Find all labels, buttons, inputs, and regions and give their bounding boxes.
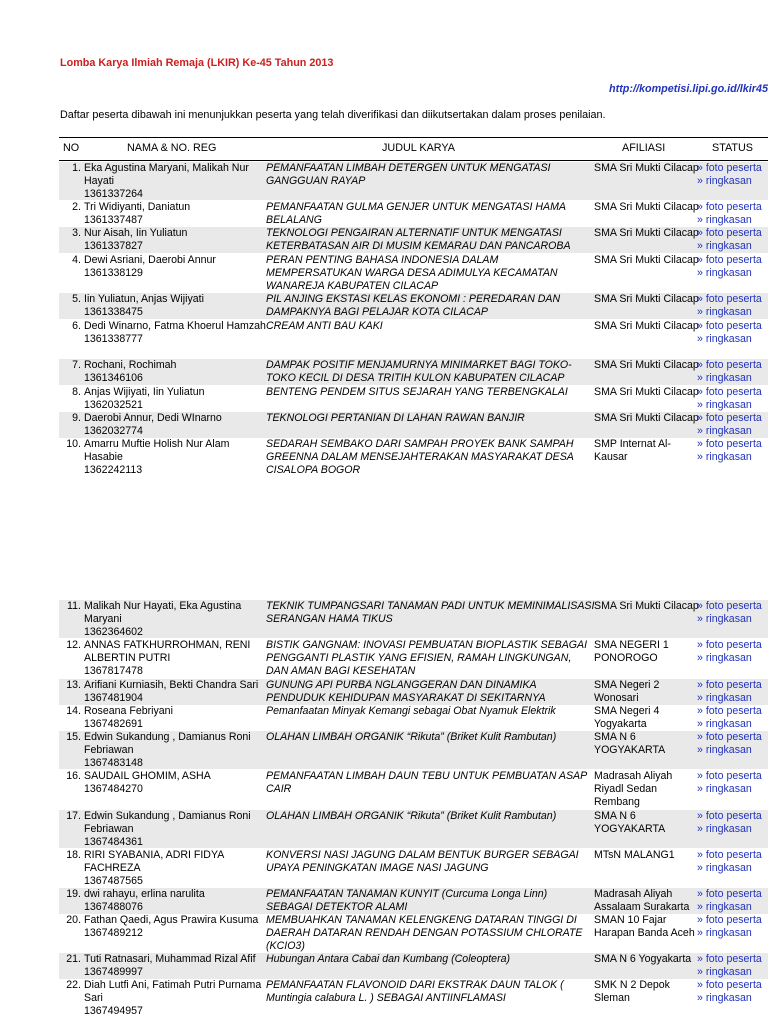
- header-judul: JUDUL KARYA: [382, 142, 455, 154]
- participant-name-cell: [84, 953, 267, 979]
- photo-link[interactable]: » foto peserta: [697, 412, 762, 424]
- participant-names: Daerobi Annur, Dedi WInarno: [84, 412, 222, 424]
- header-nama: NAMA & NO. REG: [127, 142, 217, 154]
- row-number: 16.: [66, 770, 81, 782]
- affiliation: SMA Sri Mukti Cilacap: [594, 254, 699, 266]
- affiliation: Madrasah Aliyah Riyadl Sedan Rembang: [594, 770, 673, 809]
- work-title: PEMANFAATAN LIMBAH DAUN TEBU UNTUK PEMBUATAN ASAP CAIR: [266, 770, 587, 796]
- affiliation: SMA Sri Mukti Cilacap: [594, 227, 699, 239]
- photo-link[interactable]: » foto peserta: [697, 979, 762, 991]
- table-row: [59, 849, 768, 887]
- participant-name-cell: [84, 162, 267, 201]
- table-row: [59, 888, 768, 914]
- work-title: Hubungan Antara Cabai dan Kumbang (Coleoptera): [266, 953, 511, 965]
- summary-link[interactable]: » ringkasan: [697, 240, 752, 253]
- table-row: [59, 600, 768, 638]
- photo-link[interactable]: » foto peserta: [697, 770, 762, 782]
- photo-link[interactable]: » foto peserta: [697, 888, 762, 900]
- photo-link[interactable]: » foto peserta: [697, 201, 762, 213]
- affiliation: SMA Sri Mukti Cilacap: [594, 600, 699, 612]
- affiliation: SMA NEGERI 1 PONOROGO: [594, 639, 669, 665]
- affiliation: SMA Sri Mukti Cilacap: [594, 162, 699, 174]
- photo-link[interactable]: » foto peserta: [697, 359, 762, 371]
- registration-number: 1361346106: [84, 372, 143, 385]
- registration-number: 1367489997: [84, 966, 143, 979]
- participant-name-cell: [84, 600, 267, 639]
- table-row: [59, 953, 768, 979]
- participant-names: Rochani, Rochimah: [84, 359, 177, 371]
- participant-name-cell: [84, 639, 267, 678]
- table-row: [59, 359, 768, 385]
- status-links: [697, 888, 768, 914]
- registration-number: 1362032774: [84, 425, 143, 438]
- row-number: 4.: [72, 254, 81, 266]
- registration-number: 1361338129: [84, 267, 143, 280]
- participant-name-cell: [84, 386, 267, 412]
- status-links: [697, 639, 768, 665]
- work-title: GUNUNG API PURBA NGLANGGERAN DAN DINAMIKA PENDUDUK KEHIDUPAN MASYARAKAT DI SEKITARNYA: [266, 679, 546, 705]
- affiliation: SMA N 6 YOGYAKARTA: [594, 810, 666, 836]
- table-row: [59, 254, 768, 292]
- participant-names: Tuti Ratnasari, Muhammad Rizal Afif: [84, 953, 256, 965]
- photo-link[interactable]: » foto peserta: [697, 639, 762, 651]
- registration-number: 1367488076: [84, 901, 143, 914]
- status-links: [697, 412, 768, 438]
- status-links: [697, 679, 768, 705]
- row-number: 15.: [66, 731, 81, 743]
- work-title: PEMANFAATAN GULMA GENJER UNTUK MENGATASI HAMA BELALANG: [266, 201, 566, 227]
- row-number: 17.: [66, 810, 81, 822]
- status-links: [697, 979, 768, 1005]
- work-title: BENTENG PENDEM SITUS SEJARAH YANG TERBENGKALAI: [266, 386, 568, 398]
- work-title: CREAM ANTI BAU KAKI: [266, 320, 383, 332]
- affiliation: Madrasah Aliyah Assalaam Surakarta: [594, 888, 690, 914]
- row-number: 2.: [72, 201, 81, 213]
- participant-names: Roseana Febriyani: [84, 705, 173, 717]
- status-links: [697, 293, 768, 319]
- row-number: 20.: [66, 914, 81, 926]
- work-title: TEKNOLOGI PENGAIRAN ALTERNATIF UNTUK MENGATASI KETERBATASAN AIR DI MUSIM KEMARAU DAN PANCAROBA: [266, 227, 571, 253]
- photo-link[interactable]: » foto peserta: [697, 600, 762, 612]
- work-title: PIL ANJING EKSTASI KELAS EKONOMI : PEREDARAN DAN DAMPAKNYA BAGI PELAJAR KOTA CILACAP: [266, 293, 561, 319]
- participant-name-cell: [84, 254, 267, 280]
- participant-name-cell: [84, 293, 267, 319]
- registration-number: 1361337827: [84, 240, 143, 253]
- summary-link[interactable]: » ringkasan: [697, 425, 752, 438]
- table-row: [59, 438, 768, 478]
- participant-names: ANNAS FATKHURROHMAN, RENI ALBERTIN PUTRI: [84, 639, 251, 665]
- participant-names: Dedi Winarno, Fatma Khoerul Hamzah: [84, 320, 266, 332]
- summary-link[interactable]: » ringkasan: [697, 652, 752, 665]
- affiliation: SMP Internat Al-Kausar: [594, 438, 671, 464]
- participant-names: Anjas Wijiyati, Iin Yuliatun: [84, 386, 205, 398]
- participant-names: Malikah Nur Hayati, Eka Agustina Maryani: [84, 600, 242, 626]
- summary-link[interactable]: » ringkasan: [697, 399, 752, 412]
- affiliation: SMA Sri Mukti Cilacap: [594, 386, 699, 398]
- row-number: 19.: [66, 888, 81, 900]
- registration-number: 1367487565: [84, 875, 143, 888]
- affiliation: SMA Sri Mukti Cilacap: [594, 359, 699, 371]
- header-no: NO: [63, 142, 80, 154]
- participant-names: Iin Yuliatun, Anjas Wijiyati: [84, 293, 204, 305]
- affiliation: MTsN MALANG1: [594, 849, 675, 861]
- status-links: [697, 438, 768, 464]
- row-number: 10.: [66, 438, 81, 450]
- status-links: [697, 810, 768, 836]
- participant-name-cell: [84, 979, 267, 1018]
- summary-link[interactable]: » ringkasan: [697, 862, 752, 875]
- affiliation: SMA Sri Mukti Cilacap: [594, 412, 699, 424]
- row-number: 9.: [72, 412, 81, 424]
- table-row: [59, 320, 768, 358]
- participant-name-cell: [84, 914, 267, 940]
- row-number: 21.: [66, 953, 81, 965]
- affiliation: SMA N 6 YOGYAKARTA: [594, 731, 666, 757]
- status-links: [697, 770, 768, 796]
- participant-names: Amarru Muftie Holish Nur Alam Hasabie: [84, 438, 230, 464]
- table-row: [59, 979, 768, 1019]
- row-number: 11.: [67, 600, 81, 612]
- summary-link[interactable]: » ringkasan: [697, 783, 752, 796]
- affiliation: SMA N 6 Yogyakarta: [594, 953, 692, 965]
- row-number: 8.: [72, 386, 81, 398]
- row-number: 13.: [66, 679, 81, 691]
- status-links: [697, 386, 768, 412]
- intro-text: Daftar peserta dibawah ini menunjukkan peserta yang telah diverifikasi dan diikutsertakan dalam proses penilaian.: [60, 109, 606, 121]
- summary-link[interactable]: » ringkasan: [697, 214, 752, 227]
- affiliation: SMA Sri Mukti Cilacap: [594, 320, 699, 332]
- registration-number: 1367489212: [84, 927, 143, 940]
- work-title: KONVERSI NASI JAGUNG DALAM BENTUK BURGER SEBAGAI UPAYA PENINGKATAN IMAGE NASI JAGUNG: [266, 849, 579, 875]
- participant-names: RIRI SYABANIA, ADRI FIDYA FACHREZA: [84, 849, 224, 875]
- photo-link[interactable]: » foto peserta: [697, 386, 762, 398]
- summary-link[interactable]: » ringkasan: [697, 372, 752, 385]
- table-row: [59, 293, 768, 319]
- status-links: [697, 600, 768, 626]
- photo-link[interactable]: » foto peserta: [697, 914, 762, 926]
- row-number: 6.: [72, 320, 81, 332]
- table-row: [59, 227, 768, 253]
- participant-names: Fathan Qaedi, Agus Prawira Kusuma: [84, 914, 259, 926]
- status-links: [697, 705, 768, 731]
- work-title: BISTIK GANGNAM: INOVASI PEMBUATAN BIOPLASTIK SEBAGAI PENGGANTI PLASTIK YANG EFISIEN, RAMAH LINGKUNGAN, DAN AMAN BAGI KESEHATAN: [266, 639, 588, 678]
- work-title: MEMBUAHKAN TANAMAN KELENGKENG DATARAN TINGGI DI DAERAH DATARAN RENDAH DENGAN POTASSIUM CHLORATE (KCIO3): [266, 914, 583, 953]
- participant-names: Tri Widiyanti, Daniatun: [84, 201, 191, 213]
- table-row: [59, 639, 768, 677]
- photo-link[interactable]: » foto peserta: [697, 731, 762, 743]
- row-number: 3.: [72, 227, 81, 239]
- table-header: [59, 137, 768, 161]
- work-title: PEMANFAATAN LIMBAH DETERGEN UNTUK MENGATASI GANGGUAN RAYAP: [266, 162, 551, 188]
- affiliation: SMA Negeri 4 Yogyakarta: [594, 705, 660, 731]
- summary-link[interactable]: » ringkasan: [697, 901, 752, 914]
- work-title: DAMPAK POSITIF MENJAMURNYA MINIMARKET BAGI TOKO-TOKO KECIL DI DESA TRITIH KULON KABUPATEN CILACAP: [266, 359, 572, 385]
- participant-names: Eka Agustina Maryani, Malikah Nur Hayati: [84, 162, 249, 188]
- status-links: [697, 914, 768, 940]
- affiliation: SMA Sri Mukti Cilacap: [594, 293, 699, 305]
- registration-number: 1367817478: [84, 665, 143, 678]
- participant-name-cell: [84, 810, 267, 849]
- photo-link[interactable]: » foto peserta: [697, 849, 762, 861]
- affiliation: SMAN 10 Fajar Harapan Banda Aceh: [594, 914, 695, 940]
- participant-name-cell: [84, 849, 267, 888]
- photo-link[interactable]: » foto peserta: [697, 320, 762, 332]
- status-links: [697, 162, 768, 188]
- summary-link[interactable]: » ringkasan: [697, 613, 752, 626]
- participant-names: dwi rahayu, erlina narulita: [84, 888, 205, 900]
- photo-link[interactable]: » foto peserta: [697, 162, 762, 174]
- work-title: PERAN PENTING BAHASA INDONESIA DALAM MEMPERSATUKAN WARGA DESA ADIMULYA KECAMATAN WANAREJA KABUPATEN CILACAP: [266, 254, 558, 293]
- row-number: 1.: [72, 162, 81, 174]
- participant-name-cell: [84, 705, 267, 731]
- participant-name-cell: [84, 731, 267, 770]
- header-status: STATUS: [712, 142, 753, 154]
- summary-link[interactable]: » ringkasan: [697, 267, 752, 280]
- participant-name-cell: [84, 227, 267, 253]
- status-links: [697, 254, 768, 280]
- photo-link[interactable]: » foto peserta: [697, 679, 762, 691]
- registration-number: 1361338777: [84, 333, 143, 346]
- photo-link[interactable]: » foto peserta: [697, 227, 762, 239]
- participant-names: Nur Aisah, Iin Yuliatun: [84, 227, 188, 239]
- participant-name-cell: [84, 201, 267, 227]
- participant-names: Dewi Asriani, Daerobi Annur: [84, 254, 216, 266]
- table-row: [59, 679, 768, 705]
- photo-link[interactable]: » foto peserta: [697, 293, 762, 305]
- work-title: OLAHAN LIMBAH ORGANIK “Rikuta” (Briket Kulit Rambutan): [266, 731, 557, 743]
- summary-link[interactable]: » ringkasan: [697, 744, 752, 757]
- status-links: [697, 201, 768, 227]
- affiliation: SMK N 2 Depok Sleman: [594, 979, 670, 1005]
- participant-name-cell: [84, 888, 267, 914]
- participant-names: SAUDAIL GHOMIM, ASHA: [84, 770, 211, 782]
- status-links: [697, 320, 768, 346]
- participant-name-cell: [84, 359, 267, 385]
- status-links: [697, 849, 768, 875]
- competition-link[interactable]: http://kompetisi.lipi.go.id/lkir45: [609, 83, 768, 95]
- status-links: [697, 731, 768, 757]
- photo-link[interactable]: » foto peserta: [697, 705, 762, 717]
- table-row: [59, 201, 768, 227]
- registration-number: 1367482691: [84, 718, 143, 731]
- participant-names: Edwin Sukandung , Damianus Roni Febriawan: [84, 810, 251, 836]
- work-title: Pemanfaatan Minyak Kemangi sebagai Obat Nyamuk Elektrik: [266, 705, 556, 717]
- row-number: 14.: [66, 705, 81, 717]
- status-links: [697, 227, 768, 253]
- participant-name-cell: [84, 412, 267, 438]
- summary-link[interactable]: » ringkasan: [697, 306, 752, 319]
- header-afiliasi: AFILIASI: [622, 142, 666, 154]
- table-row: [59, 770, 768, 808]
- registration-number: 1367481904: [84, 692, 143, 705]
- row-number: 12.: [66, 639, 81, 651]
- photo-link[interactable]: » foto peserta: [697, 438, 762, 450]
- participant-name-cell: [84, 320, 267, 346]
- row-number: 18.: [66, 849, 81, 861]
- photo-link[interactable]: » foto peserta: [697, 810, 762, 822]
- affiliation: SMA Negeri 2 Wonosari: [594, 679, 660, 705]
- row-number: 5.: [72, 293, 81, 305]
- registration-number: 1367484270: [84, 783, 143, 796]
- table-row: [59, 810, 768, 848]
- participant-names: Arifiani Kurniasih, Bekti Chandra Sari: [84, 679, 259, 691]
- registration-number: 1367494957: [84, 1005, 143, 1018]
- work-title: PEMANFAATAN FLAVONOID DARI EKSTRAK DAUN TALOK ( Muntingia calabura L. ) SEBAGAI ANTIINFLAMASI: [266, 979, 564, 1005]
- registration-number: 1362032521: [84, 399, 143, 412]
- table-row: [59, 412, 768, 438]
- status-links: [697, 359, 768, 385]
- status-links: [697, 953, 768, 979]
- summary-link[interactable]: » ringkasan: [697, 718, 752, 731]
- registration-number: 1367483148: [84, 757, 143, 770]
- participant-name-cell: [84, 770, 267, 796]
- table-row: [59, 705, 768, 731]
- participant-names: Diah Lutfi Ani, Fatimah Putri Purnama Sari: [84, 979, 262, 1005]
- summary-link[interactable]: » ringkasan: [697, 992, 752, 1005]
- registration-number: 1367484361: [84, 836, 143, 849]
- work-title: PEMANFAATAN TANAMAN KUNYIT (Curcuma Longa Linn) SEBAGAI DETEKTOR ALAMI: [266, 888, 548, 914]
- registration-number: 1362364602: [84, 626, 143, 639]
- participant-names: Edwin Sukandung , Damianus Roni Febriawan: [84, 731, 251, 757]
- photo-link[interactable]: » foto peserta: [697, 953, 762, 965]
- summary-link[interactable]: » ringkasan: [697, 823, 752, 836]
- work-title: TEKNOLOGI PERTANIAN DI LAHAN RAWAN BANJIR: [266, 412, 525, 424]
- row-number: 22.: [66, 979, 81, 991]
- summary-link[interactable]: » ringkasan: [697, 692, 752, 705]
- registration-number: 1361338475: [84, 306, 143, 319]
- registration-number: 1362242113: [84, 464, 143, 477]
- affiliation: SMA Sri Mukti Cilacap: [594, 201, 699, 213]
- participant-name-cell: [84, 438, 267, 477]
- work-title: SEDARAH SEMBAKO DARI SAMPAH PROYEK BANK SAMPAH GREENNA DALAM MENSEJAHTERAKAN MASYARAKAT DESA CISALOPA BOGOR: [266, 438, 574, 477]
- table-row: [59, 914, 768, 952]
- work-title: OLAHAN LIMBAH ORGANIK “Rikuta” (Briket Kulit Rambutan): [266, 810, 557, 822]
- registration-number: 1361337264: [84, 188, 143, 201]
- table-row: [59, 386, 768, 412]
- summary-link[interactable]: » ringkasan: [697, 927, 752, 940]
- summary-link[interactable]: » ringkasan: [697, 333, 752, 346]
- table-row: [59, 162, 768, 200]
- registration-number: 1361337487: [84, 214, 143, 227]
- summary-link[interactable]: » ringkasan: [697, 966, 752, 979]
- summary-link[interactable]: » ringkasan: [697, 451, 752, 464]
- participant-name-cell: [84, 679, 267, 705]
- row-number: 7.: [72, 359, 81, 371]
- work-title: TEKNIK TUMPANGSARI TANAMAN PADI UNTUK MEMINIMALISASI SERANGAN HAMA TIKUS: [266, 600, 595, 626]
- document-title: Lomba Karya Ilmiah Remaja (LKIR) Ke-45 Tahun 2013: [60, 57, 334, 69]
- summary-link[interactable]: » ringkasan: [697, 175, 752, 188]
- table-row: [59, 731, 768, 769]
- photo-link[interactable]: » foto peserta: [697, 254, 762, 266]
